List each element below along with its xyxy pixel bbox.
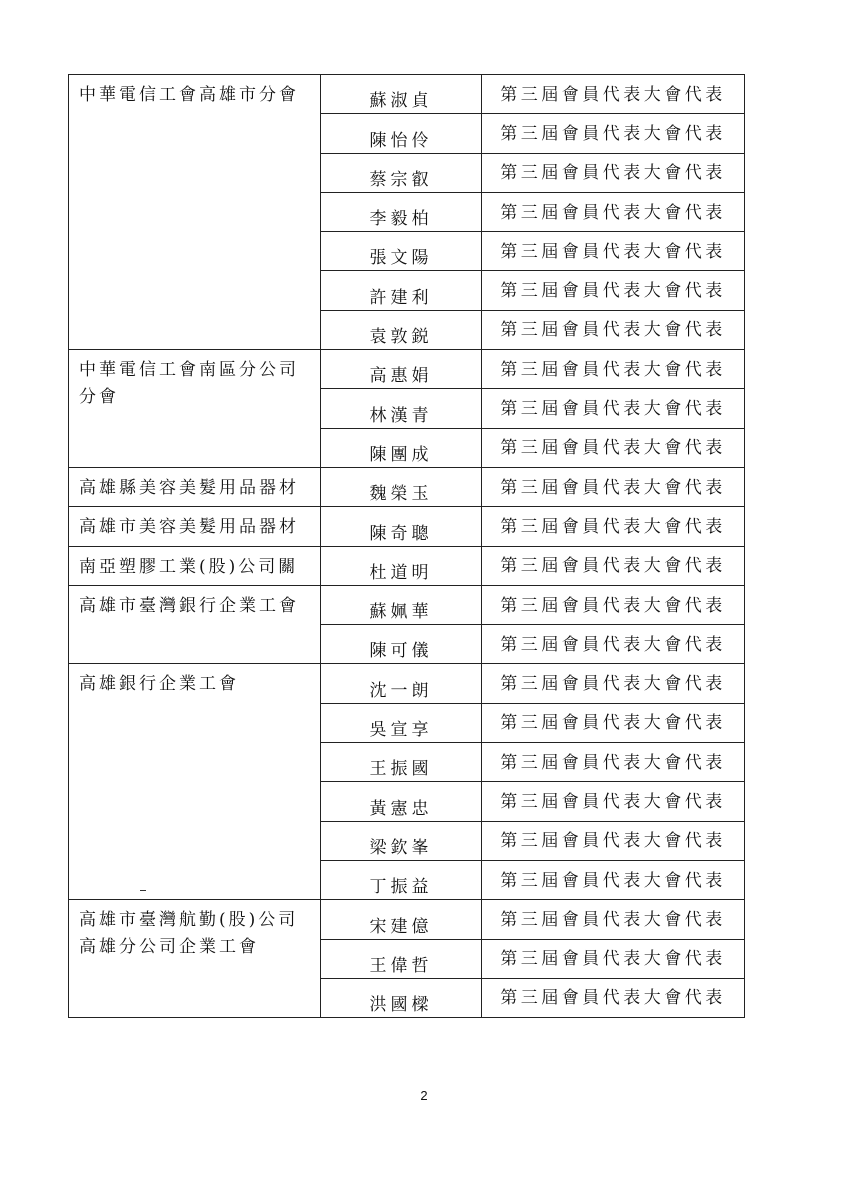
- member-name-cell: 李毅柏: [321, 192, 482, 231]
- member-name-cell: 陳可儀: [321, 625, 482, 664]
- member-name-cell: 吳宣享: [321, 703, 482, 742]
- member-name-cell: 沈一朗: [321, 664, 482, 703]
- member-role-cell: 第三屆會員代表大會代表: [482, 860, 745, 899]
- organization-cell: [69, 900, 321, 1018]
- member-name-cell: 洪國樑: [321, 978, 482, 1017]
- member-name-cell: 袁敦鋭: [321, 310, 482, 349]
- member-role-cell: 第三屆會員代表大會代表: [482, 743, 745, 782]
- organization-cell: [69, 664, 321, 900]
- table-row: [69, 585, 745, 624]
- organization-name-line: 高雄市臺灣航勤(股)公司: [79, 910, 299, 931]
- member-name-cell: 王振國: [321, 743, 482, 782]
- member-role-cell: 第三屆會員代表大會代表: [482, 467, 745, 506]
- member-role-cell: 第三屆會員代表大會代表: [482, 782, 745, 821]
- member-role-cell: 第三屆會員代表大會代表: [482, 271, 745, 310]
- member-role-cell: 第三屆會員代表大會代表: [482, 939, 745, 978]
- table-row: [69, 75, 745, 114]
- representatives-table-body: [69, 75, 745, 1018]
- organization-cell: [69, 467, 321, 506]
- organization-name-line: 高雄市美容美髮用品器材: [79, 517, 299, 538]
- organization-name-line: 高雄市臺灣銀行企業工會: [79, 595, 299, 616]
- member-role-cell: 第三屆會員代表大會代表: [482, 546, 745, 585]
- member-name-cell: 陳團成: [321, 428, 482, 467]
- member-name-cell: 高惠娟: [321, 350, 482, 389]
- organization-name-line: 中華電信工會高雄市分會: [79, 85, 299, 105]
- organization-cell: [69, 585, 321, 664]
- representatives-table: [68, 74, 745, 1018]
- member-role-cell: 第三屆會員代表大會代表: [482, 703, 745, 742]
- member-role-cell: 第三屆會員代表大會代表: [482, 900, 745, 939]
- member-role-cell: 第三屆會員代表大會代表: [482, 153, 745, 192]
- member-role-cell: 第三屆會員代表大會代表: [482, 350, 745, 389]
- member-name-cell: 蘇淑貞: [321, 75, 482, 114]
- member-role-cell: 第三屆會員代表大會代表: [482, 192, 745, 231]
- member-role-cell: 第三屆會員代表大會代表: [482, 310, 745, 349]
- table-row: [69, 664, 745, 703]
- page-number: 2: [420, 1088, 428, 1103]
- member-name-cell: 許建利: [321, 271, 482, 310]
- organization-name-line: 高雄銀行企業工會: [79, 674, 239, 695]
- organization-cell: [69, 507, 321, 546]
- organization-name-line: 高雄分公司企業工會: [79, 937, 259, 958]
- member-name-cell: 張文陽: [321, 232, 482, 271]
- member-role-cell: 第三屆會員代表大會代表: [482, 389, 745, 428]
- organization-name-line: 高雄縣美容美髮用品器材: [79, 477, 299, 498]
- member-name-cell: 蘇姵華: [321, 585, 482, 624]
- stray-scan-mark: [140, 890, 146, 891]
- table-row: [69, 546, 745, 585]
- member-name-cell: 陳怡伶: [321, 114, 482, 153]
- table-row: [69, 900, 745, 939]
- member-name-cell: 黃憲忠: [321, 782, 482, 821]
- member-name-cell: 林漢青: [321, 389, 482, 428]
- member-name-cell: 丁振益: [321, 860, 482, 899]
- member-role-cell: 第三屆會員代表大會代表: [482, 978, 745, 1017]
- member-name-cell: 杜道明: [321, 546, 482, 585]
- member-role-cell: 第三屆會員代表大會代表: [482, 232, 745, 271]
- member-role-cell: 第三屆會員代表大會代表: [482, 821, 745, 860]
- organization-name-line: 中華電信工會南區分公司: [79, 360, 299, 381]
- organization-cell: [69, 75, 321, 350]
- organization-cell: [69, 350, 321, 468]
- member-role-cell: 第三屆會員代表大會代表: [482, 664, 745, 703]
- organization-cell: [69, 546, 321, 585]
- member-role-cell: 第三屆會員代表大會代表: [482, 625, 745, 664]
- member-name-cell: 蔡宗叡: [321, 153, 482, 192]
- member-role-cell: 第三屆會員代表大會代表: [482, 428, 745, 467]
- organization-name-line: 南亞塑膠工業(股)公司關: [79, 556, 299, 577]
- organization-name-line: 分會: [79, 387, 119, 408]
- member-name-cell: 梁欽峯: [321, 821, 482, 860]
- table-row: [69, 350, 745, 389]
- member-name-cell: 王偉哲: [321, 939, 482, 978]
- member-name-cell: 宋建億: [321, 900, 482, 939]
- member-role-cell: 第三屆會員代表大會代表: [482, 507, 745, 546]
- table-row: [69, 507, 745, 546]
- member-role-cell: 第三屆會員代表大會代表: [482, 75, 745, 114]
- table-row: [69, 467, 745, 506]
- member-role-cell: 第三屆會員代表大會代表: [482, 585, 745, 624]
- member-name-cell: 魏榮玉: [321, 467, 482, 506]
- member-name-cell: 陳奇聰: [321, 507, 482, 546]
- member-role-cell: 第三屆會員代表大會代表: [482, 114, 745, 153]
